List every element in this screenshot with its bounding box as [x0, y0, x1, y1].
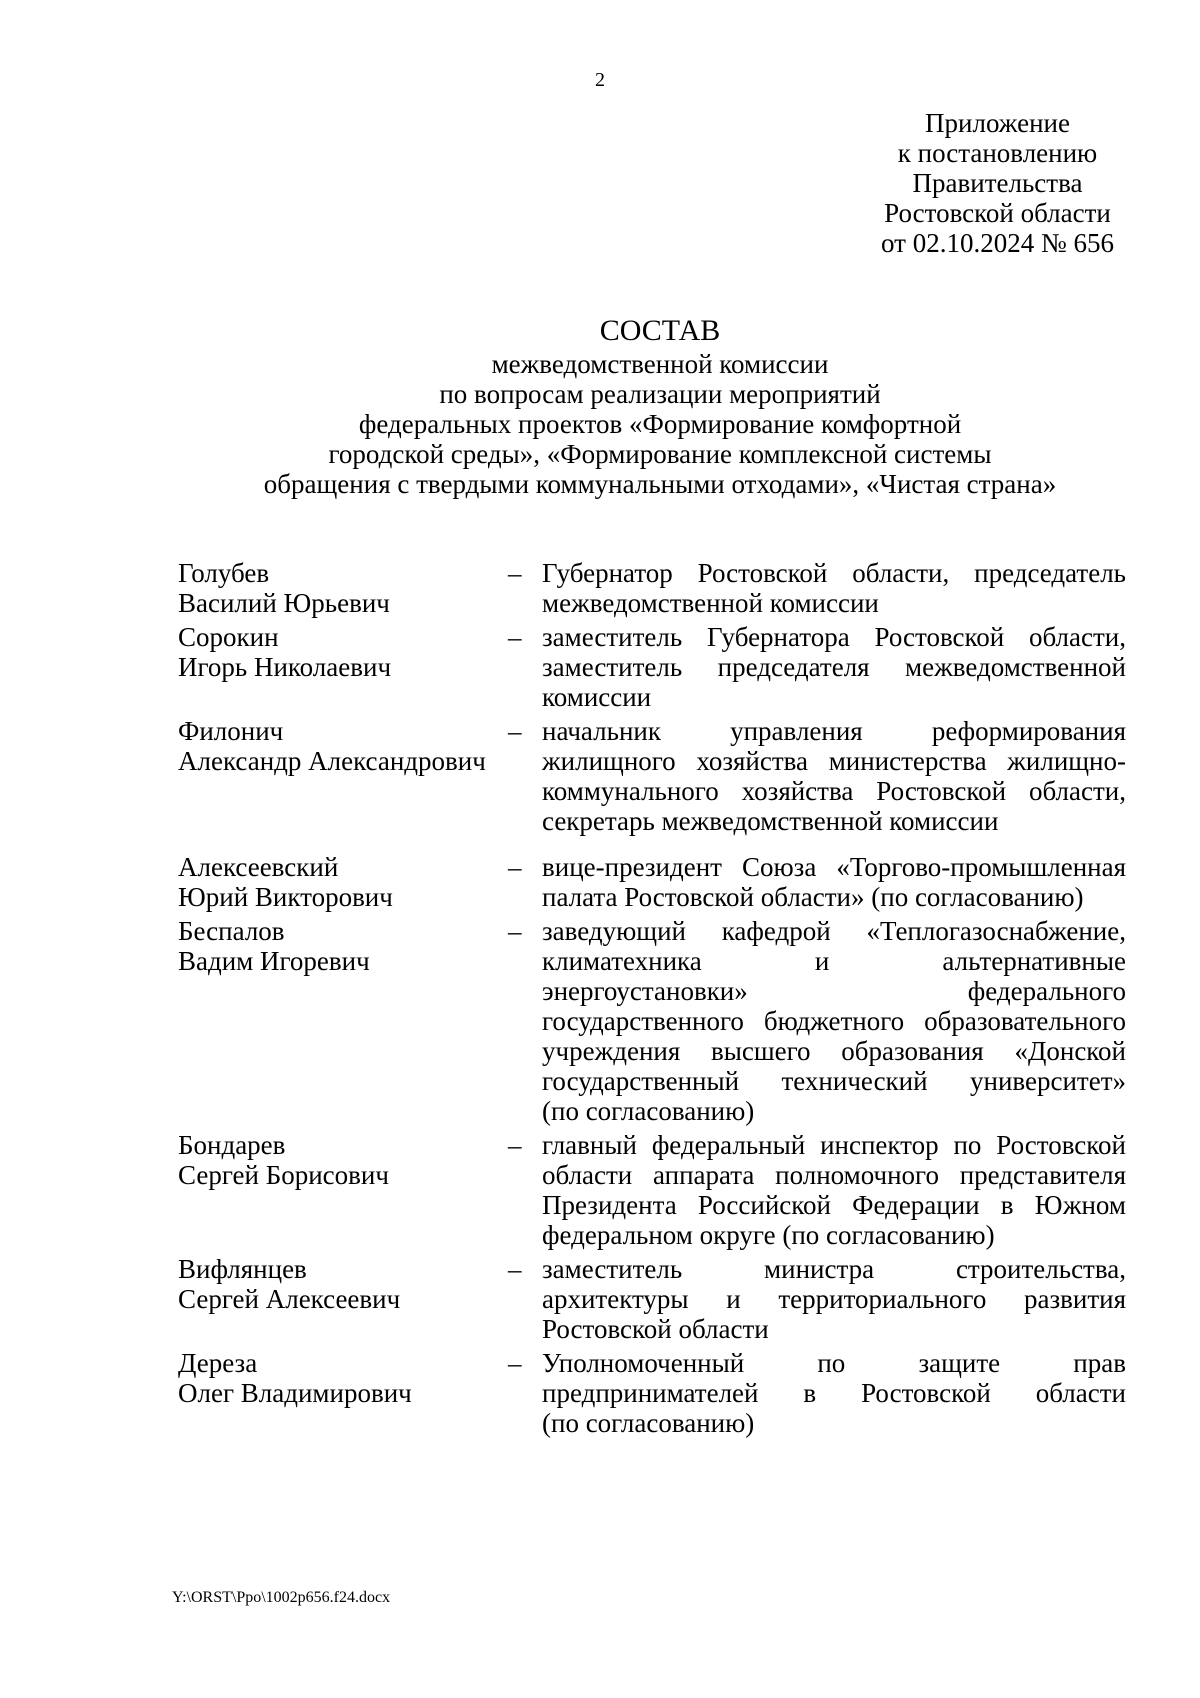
member-role [542, 1130, 1126, 1250]
member-given-name: Юрий Викторович [178, 882, 393, 912]
member-surname: Сорокин [178, 622, 279, 652]
member-surname: Бондарев [178, 1130, 286, 1160]
member-name [178, 852, 508, 912]
member-name [178, 1348, 508, 1408]
member-role-line: энергоустановки» федерального [542, 976, 1126, 1006]
member-role-line: архитектуры и территориального развития [542, 1284, 1126, 1314]
file-path-footer: Y:\ORST\Ppo\1002p656.f24.docx [172, 1589, 391, 1606]
commission-members-list [178, 558, 1150, 1442]
member-dash: – [508, 852, 522, 882]
member-role-line: вице-президент Союза «Торгово-промышленная [542, 852, 1126, 882]
member-role-line: заместитель министра строительства, [542, 1254, 1126, 1284]
page-number: 2 [595, 69, 605, 91]
member-dash: – [508, 916, 522, 946]
member-surname: Беспалов [178, 916, 285, 946]
document-title: СОСТАВ [599, 314, 721, 347]
member-role-line: главный федеральный инспектор по Ростовской [542, 1130, 1126, 1160]
member-dash: – [508, 622, 522, 652]
appendix-line: Приложение [925, 108, 1070, 138]
member-given-name: Вадим Игоревич [178, 946, 370, 976]
member-given-name: Василий Юрьевич [178, 588, 390, 618]
member-given-name: Игорь Николаевич [178, 652, 392, 682]
member-given-name: Олег Владимирович [178, 1378, 412, 1408]
member-name [178, 1254, 508, 1314]
member-name [178, 716, 508, 776]
member-role-line: Губернатор Ростовской области, председатель [542, 558, 1126, 588]
member-role [542, 1348, 1126, 1438]
member-given-name: Александр Александрович [178, 746, 486, 776]
member-name [178, 1130, 508, 1190]
heading-line: межведомственной комиссии [491, 349, 829, 379]
member-role-line: жилищного хозяйства министерства жилищно- [542, 746, 1126, 776]
member-given-name: Сергей Алексеевич [178, 1284, 401, 1314]
appendix-block [800, 108, 1195, 258]
member-entry [178, 622, 1150, 712]
member-role [542, 622, 1126, 712]
member-name [178, 622, 508, 682]
member-given-name: Сергей Борисович [178, 1160, 389, 1190]
heading-line: обращения с твердыми коммунальными отходами», «Чистая страна» [263, 469, 1057, 499]
member-surname: Дереза [178, 1348, 258, 1378]
member-role-line: климатехника и альтернативные [542, 946, 1126, 976]
member-role-line: Ростовской области [542, 1314, 769, 1344]
member-role-line: заместитель председателя межведомственной [542, 652, 1126, 682]
member-entry [178, 716, 1150, 836]
member-name [178, 558, 508, 618]
member-surname: Алексеевский [178, 852, 339, 882]
member-surname: Голубев [178, 558, 270, 588]
member-role-line: палата Ростовской области» (по согласованию) [542, 882, 1084, 912]
member-role [542, 852, 1126, 912]
member-entry [178, 1254, 1150, 1344]
member-entry [178, 558, 1150, 618]
member-role-line: (по согласованию) [542, 1408, 755, 1438]
member-dash: – [508, 716, 522, 746]
member-role-line: межведомственной комиссии [542, 588, 879, 618]
member-surname: Вифлянцев [178, 1254, 307, 1284]
member-role [542, 1254, 1126, 1344]
appendix-line: от 02.10.2024 № 656 [881, 228, 1114, 258]
member-role-line: учреждения высшего образования «Донской [542, 1036, 1126, 1066]
member-role-line: заведующий кафедрой «Теплогазоснабжение, [542, 916, 1126, 946]
member-role-line: коммунального хозяйства Ростовской области, [542, 776, 1126, 806]
appendix-line: к постановлению [897, 138, 1098, 168]
member-role-line: Уполномоченный по защите прав [542, 1348, 1126, 1378]
member-role-line: начальник управления реформирования [542, 716, 1126, 746]
member-role-line: федеральном округе (по согласованию) [542, 1220, 995, 1250]
member-dash: – [508, 558, 522, 588]
member-role [542, 558, 1126, 618]
member-role-line: области аппарата полномочного представителя [542, 1160, 1126, 1190]
member-role-line: Президента Российской Федерации в Южном [542, 1190, 1126, 1220]
member-role-line: секретарь межведомственной комиссии [542, 806, 999, 836]
member-role [542, 916, 1126, 1126]
member-name [178, 916, 508, 976]
heading-line: городской среды», «Формирование комплексной системы [328, 439, 992, 469]
document-heading [150, 313, 1170, 499]
member-entry [178, 916, 1150, 1126]
member-role-line: предпринимателей в Ростовской области [542, 1378, 1126, 1408]
appendix-line: Правительства [912, 168, 1083, 198]
member-surname: Филонич [178, 716, 284, 746]
member-entry [178, 852, 1150, 912]
appendix-line: Ростовской области [884, 198, 1111, 228]
member-role-line: комиссии [542, 682, 652, 712]
heading-line: по вопросам реализации мероприятий [439, 379, 881, 409]
member-dash: – [508, 1130, 522, 1160]
member-role [542, 716, 1126, 836]
member-entry [178, 1130, 1150, 1250]
member-dash: – [508, 1254, 522, 1284]
member-entry [178, 1348, 1150, 1438]
member-role-line: государственный технический университет» [542, 1066, 1126, 1096]
member-dash: – [508, 1348, 522, 1378]
member-role-line: заместитель Губернатора Ростовской области, [542, 622, 1126, 652]
heading-line: федеральных проектов «Формирование комфортной [358, 409, 962, 439]
member-role-line: государственного бюджетного образовательного [542, 1006, 1126, 1036]
member-role-line: (по согласованию) [542, 1096, 755, 1126]
